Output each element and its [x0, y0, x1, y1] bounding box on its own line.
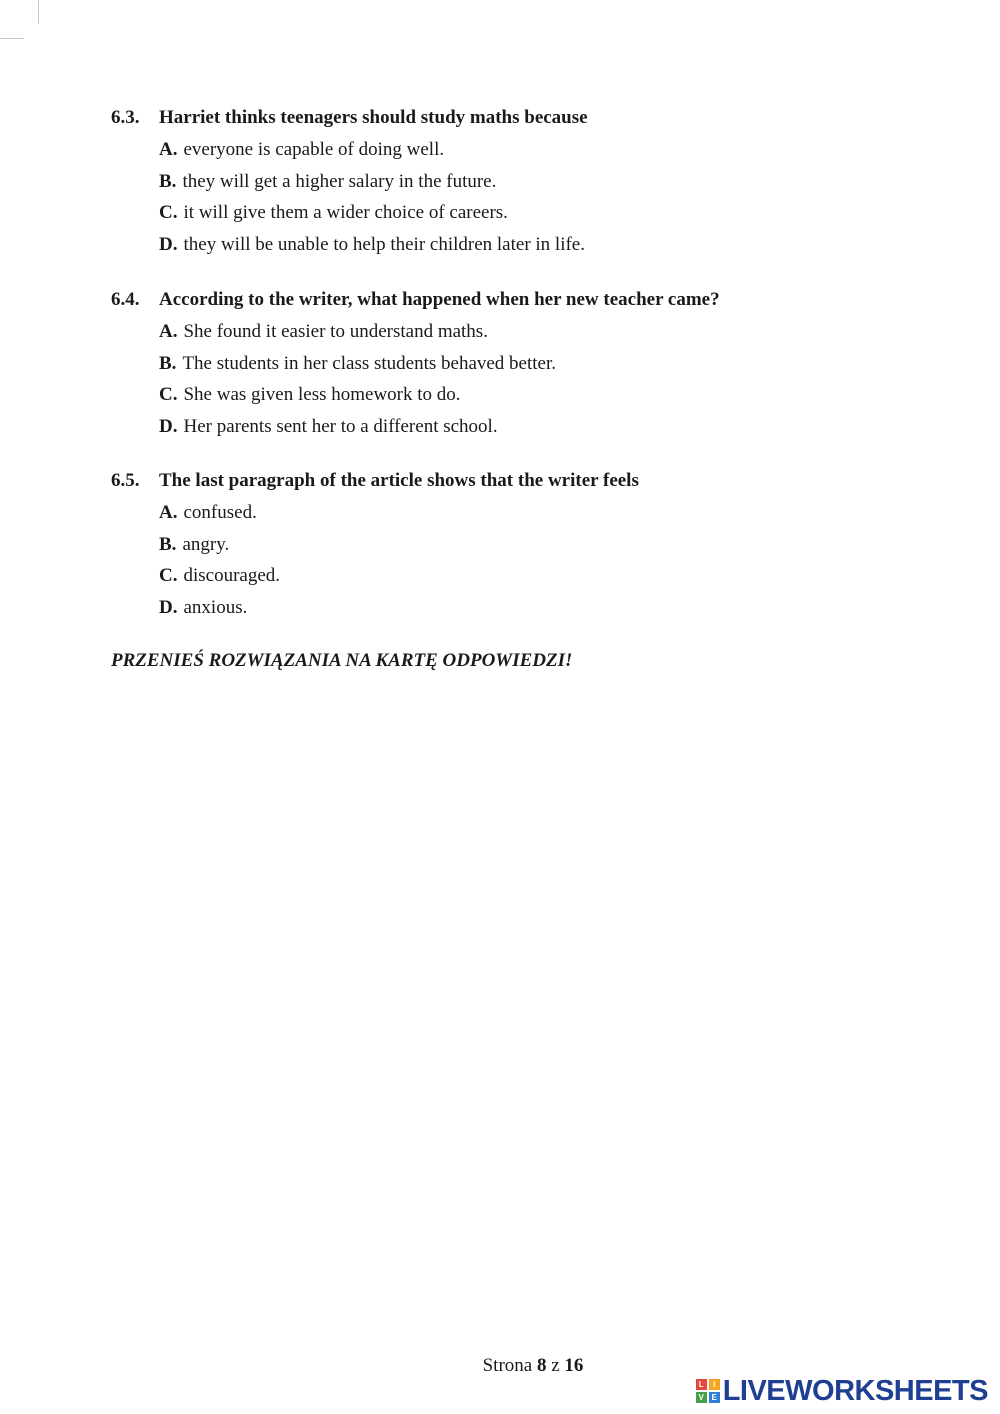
crop-mark-vertical	[38, 0, 39, 24]
question-text: The last paragraph of the article shows that the writer feels	[159, 470, 639, 491]
question-6-5	[111, 470, 871, 629]
option-text: they will be unable to help their children later in life.	[183, 234, 585, 256]
option-text: angry.	[182, 533, 230, 555]
answer-option-d[interactable]	[159, 416, 871, 448]
option-text: discouraged.	[183, 565, 281, 587]
page-total: 16	[564, 1355, 584, 1376]
answer-option-a[interactable]	[159, 139, 871, 171]
answer-options	[111, 502, 871, 629]
option-text: She was given less homework to do.	[183, 384, 461, 406]
answer-options	[111, 139, 871, 266]
answer-option-c[interactable]	[159, 384, 871, 416]
option-letter: C.	[159, 384, 178, 406]
answer-option-a[interactable]	[159, 502, 871, 534]
option-text: Her parents sent her to a different school.	[183, 416, 498, 438]
answer-option-b[interactable]	[159, 353, 871, 385]
page-number: 8	[536, 1355, 547, 1376]
page-label: Strona	[482, 1355, 533, 1376]
answer-option-c[interactable]	[159, 565, 871, 597]
option-text: She found it easier to understand maths.	[183, 321, 488, 342]
question-number: 6.4.	[111, 289, 140, 310]
logo-cell-i: I	[709, 1379, 720, 1390]
option-letter: B.	[159, 170, 177, 192]
page-footer	[0, 1355, 1000, 1377]
transfer-answers-instruction: PRZENIEŚ ROZWIĄZANIA NA KARTĘ ODPOWIEDZI!	[111, 650, 573, 671]
question-heading	[111, 107, 871, 129]
question-heading	[111, 289, 871, 311]
liveworksheets-logo-icon	[696, 1379, 720, 1403]
question-text: Harriet thinks teenagers should study maths because	[159, 107, 588, 128]
option-text: everyone is capable of doing well.	[183, 139, 445, 160]
option-letter: D.	[159, 234, 178, 256]
logo-cell-v: V	[696, 1392, 707, 1403]
question-text: According to the writer, what happened when her new teacher came?	[159, 289, 720, 310]
answer-option-b[interactable]	[159, 534, 871, 566]
question-number: 6.3.	[111, 107, 140, 128]
option-letter: A.	[159, 502, 178, 523]
answer-option-d[interactable]	[159, 597, 871, 629]
answer-option-c[interactable]	[159, 202, 871, 234]
logo-cell-l: L	[696, 1379, 707, 1390]
option-letter: A.	[159, 139, 178, 160]
option-letter: D.	[159, 416, 178, 438]
question-6-3	[111, 107, 871, 266]
brand-name: LIVEWORKSHEETS	[722, 1375, 988, 1407]
question-number: 6.5.	[111, 470, 140, 491]
option-letter: B.	[159, 533, 177, 555]
option-letter: C.	[159, 565, 178, 587]
option-text: they will get a higher salary in the future.	[182, 170, 497, 192]
liveworksheets-watermark	[696, 1376, 988, 1406]
option-text: The students in her class students behaved better.	[182, 352, 557, 374]
option-letter: A.	[159, 321, 178, 342]
answer-option-d[interactable]	[159, 234, 871, 266]
option-text: confused.	[183, 502, 257, 523]
option-text: anxious.	[183, 597, 248, 619]
question-6-4	[111, 289, 871, 448]
option-text: it will give them a wider choice of careers.	[183, 202, 508, 224]
answer-options	[111, 321, 871, 448]
option-letter: D.	[159, 597, 178, 619]
answer-option-a[interactable]	[159, 321, 871, 353]
option-letter: C.	[159, 202, 178, 224]
question-heading	[111, 470, 871, 492]
option-letter: B.	[159, 352, 177, 374]
logo-cell-e: E	[709, 1392, 720, 1403]
page-separator: z	[551, 1355, 560, 1376]
answer-option-b[interactable]	[159, 171, 871, 203]
crop-mark-horizontal	[0, 38, 24, 39]
